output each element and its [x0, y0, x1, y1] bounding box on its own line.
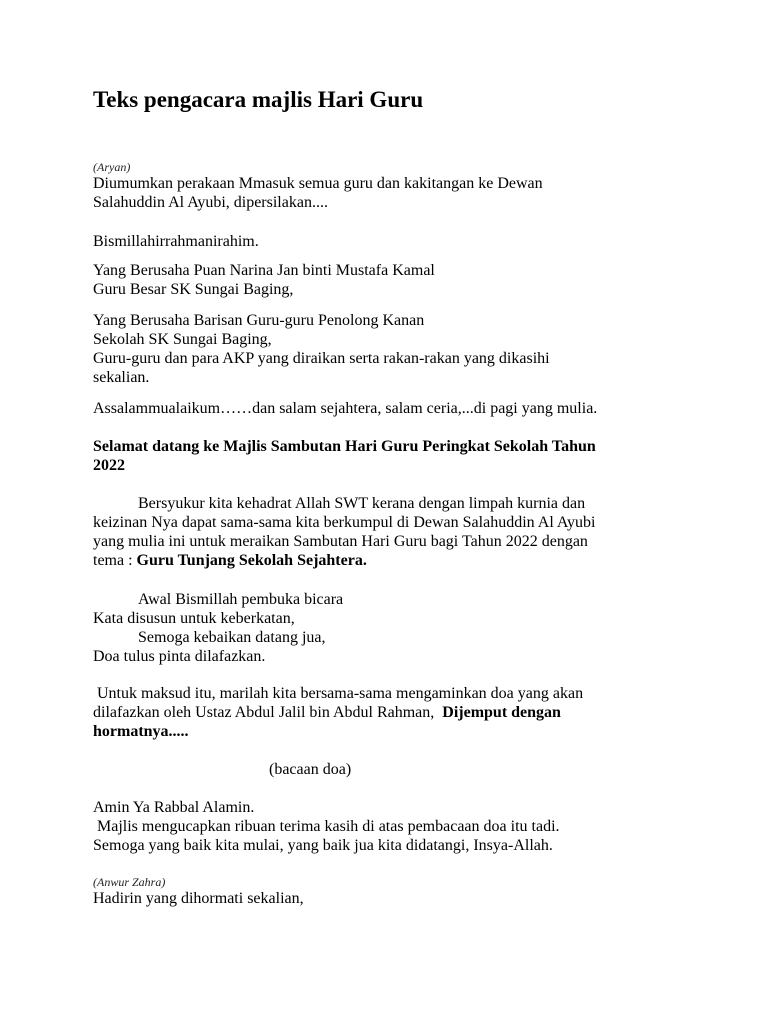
theme-text: Guru Tunjang Sekolah Sejahtera. [136, 552, 367, 569]
doa-intro-line-2 [93, 703, 693, 722]
grateful-line-1: Bersyukur kita kehadrat Allah SWT kerana dengan limpah kurnia dan [138, 495, 586, 512]
poem-line-1: Awal Bismillah pembuka bicara [138, 591, 344, 608]
guest2-line-3: Guru-guru dan para AKP yang diraikan serta rakan-rakan yang dikasihi [93, 350, 550, 367]
speaker-aryan: (Aryan) [93, 160, 131, 174]
grateful-line-3: yang mulia ini untuk meraikan Sambutan Hari Guru bagi Tahun 2022 dengan [93, 533, 588, 550]
announce-line-2: Salahuddin Al Ayubi, dipersilakan.... [93, 194, 328, 211]
closing-line-3: Semoga yang baik kita mulai, yang baik jua kita didatangi, Insya-Allah. [93, 837, 553, 854]
doa-intro-text: dilafazkan oleh Ustaz Abdul Jalil bin Abdul Rahman, [93, 704, 443, 721]
grateful-line-2: keizinan Nya dapat sama-sama kita berkumpul di Dewan Salahuddin Al Ayubi [93, 514, 596, 531]
hadirin-line: Hadirin yang dihormati sekalian, [93, 890, 304, 907]
document-title: Teks pengacara majlis Hari Guru [93, 87, 424, 112]
doa-invite-2: hormatnya..... [93, 723, 189, 740]
closing-line-1: Amin Ya Rabbal Alamin. [93, 799, 255, 816]
guest1-line-1: Yang Berusaha Puan Narina Jan binti Mustafa Kamal [93, 262, 435, 279]
welcome-line-2: 2022 [93, 457, 125, 474]
salam-line: Assalammualaikum……dan salam sejahtera, salam ceria,...di pagi yang mulia. [93, 400, 598, 417]
guest2-line-2: Sekolah SK Sungai Baging, [93, 331, 272, 348]
document-body [93, 86, 693, 908]
announce-line-1: Diumumkan perakaan Mmasuk semua guru dan kakitangan ke Dewan [93, 175, 543, 192]
theme-prefix: tema : [93, 552, 137, 569]
bacaan-doa: (bacaan doa) [269, 761, 352, 778]
bismillah-line: Bismillahirrahmanirahim. [93, 233, 259, 250]
theme-line [93, 551, 693, 570]
doa-invite-1: Dijemput dengan [442, 704, 561, 721]
poem-line-4: Doa tulus pinta dilafazkan. [93, 648, 266, 665]
poem-line-2: Kata disusun untuk keberkatan, [93, 610, 295, 627]
guest2-line-4: sekalian. [93, 369, 150, 386]
welcome-line-1: Selamat datang ke Majlis Sambutan Hari Guru Peringkat Sekolah Tahun [93, 438, 596, 455]
doa-intro-line-1: Untuk maksud itu, marilah kita bersama-sama mengaminkan doa yang akan [93, 685, 584, 702]
speaker-anwur-zahra: (Anwur Zahra) [93, 875, 166, 889]
guest1-line-2: Guru Besar SK Sungai Baging, [93, 281, 294, 298]
closing-line-2: Majlis mengucapkan ribuan terima kasih di atas pembacaan doa itu tadi. [93, 818, 560, 835]
poem-line-3: Semoga kebaikan datang jua, [138, 629, 326, 646]
guest2-line-1: Yang Berusaha Barisan Guru-guru Penolong Kanan [93, 312, 425, 329]
